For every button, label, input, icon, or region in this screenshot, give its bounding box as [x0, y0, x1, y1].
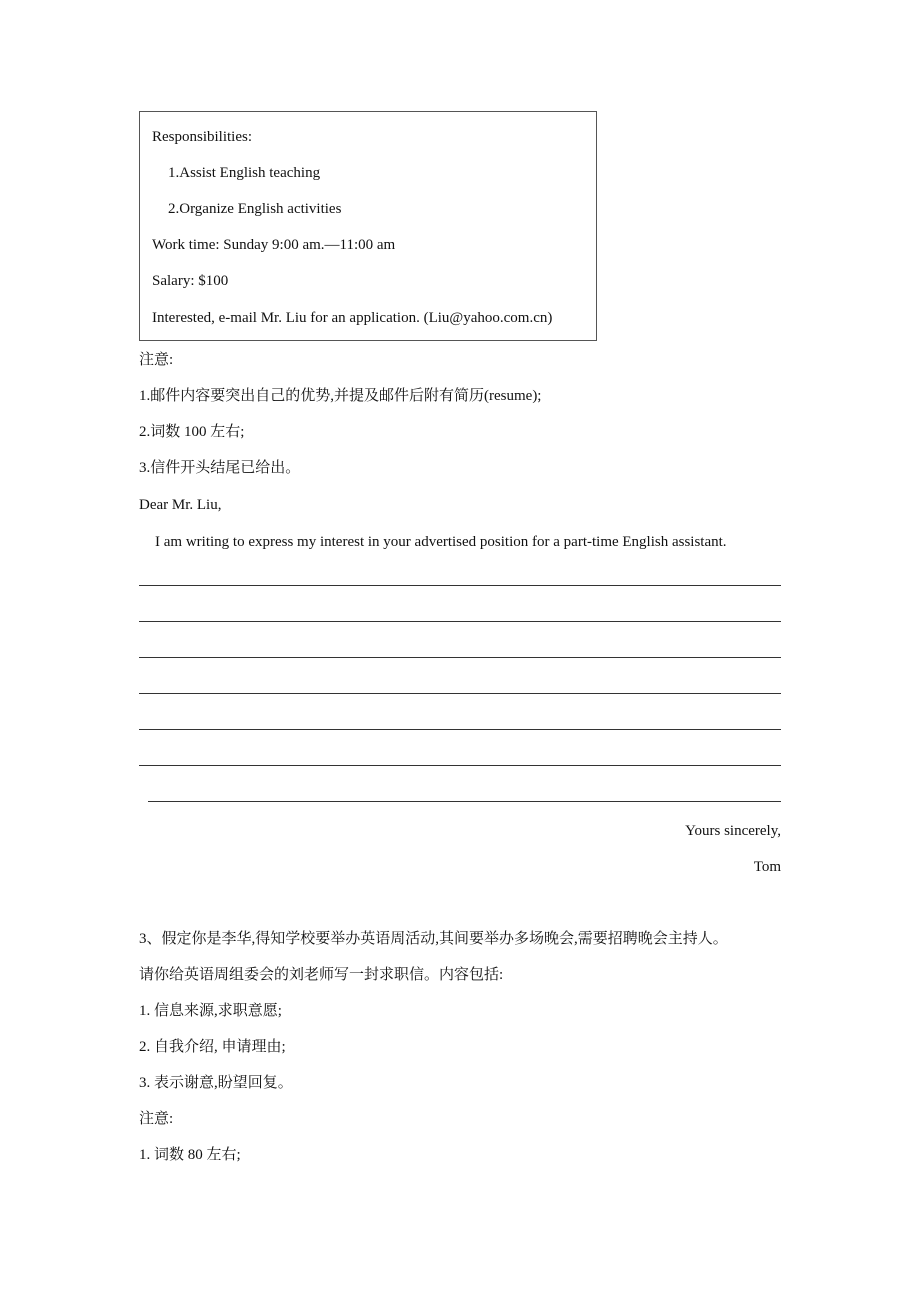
writing-line — [139, 657, 781, 658]
task3-prompt: 3、假定你是李华,得知学校要举办英语周活动,其间要举办多场晚会,需要招聘晚会主持人。 — [139, 931, 728, 947]
task3-item: 1. 信息来源,求职意愿; — [139, 1003, 282, 1019]
ad-salary: Salary: $100 — [152, 273, 229, 289]
writing-line — [139, 729, 781, 730]
writing-line — [139, 585, 781, 586]
letter-signature: Tom — [753, 859, 781, 875]
note-item: 3.信件开头结尾已给出。 — [139, 460, 301, 476]
ad-responsibility-item: 2.Organize English activities — [168, 201, 342, 217]
notes-heading: 注意: — [139, 352, 174, 368]
writing-line — [139, 765, 781, 766]
writing-line — [139, 693, 781, 694]
writing-line — [139, 621, 781, 622]
task3-note-item: 1. 词数 80 左右; — [139, 1147, 241, 1163]
writing-line — [148, 801, 781, 802]
note-item: 2.词数 100 左右; — [139, 424, 245, 440]
letter-closing: Yours sincerely, — [685, 823, 781, 839]
letter-greeting: Dear Mr. Liu, — [139, 497, 222, 513]
ad-responsibility-item: 1.Assist English teaching — [168, 165, 321, 181]
task3-prompt-continued: 请你给英语周组委会的刘老师写一封求职信。内容包括: — [139, 967, 504, 983]
task3-item: 2. 自我介绍, 申请理由; — [139, 1039, 286, 1055]
ad-responsibilities-heading: Responsibilities: — [152, 129, 253, 145]
note-item: 1.邮件内容要突出自己的优势,并提及邮件后附有简历(resume); — [139, 388, 542, 404]
ad-work-time: Work time: Sunday 9:00 am.—11:00 am — [152, 237, 396, 253]
task3-notes-heading: 注意: — [139, 1111, 174, 1127]
ad-contact: Interested, e-mail Mr. Liu for an application. (Liu@yahoo.com.cn) — [152, 310, 553, 326]
task3-item: 3. 表示谢意,盼望回复。 — [139, 1075, 293, 1091]
letter-opening: I am writing to express my interest in your advertised position for a part-time English assistant. — [155, 534, 727, 550]
